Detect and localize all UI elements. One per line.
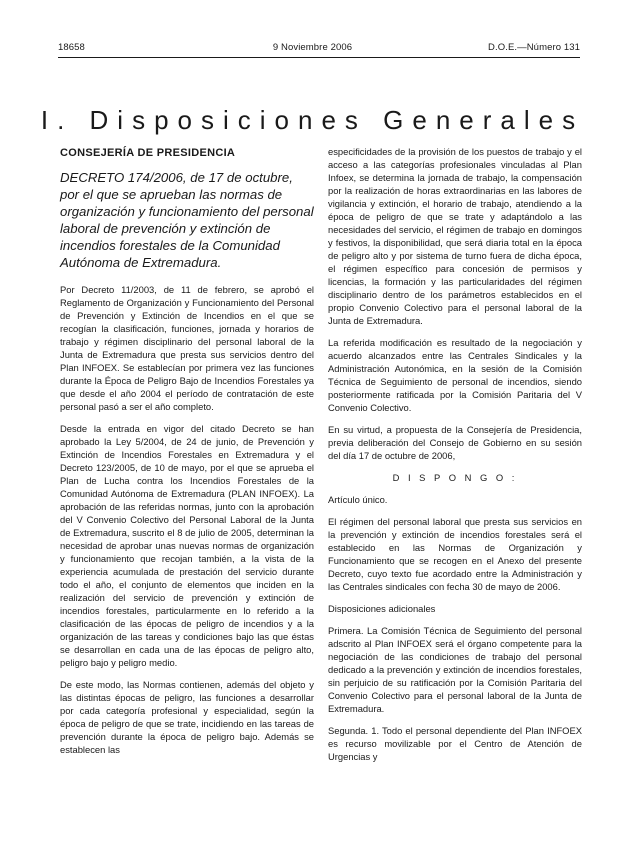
page-number: 18658	[58, 42, 85, 53]
dispongo-heading: D I S P O N G O :	[392, 472, 518, 483]
provision-first: Primera. La Comisión Técnica de Seguimiento del personal adscrito al Plan INFOEX será el órgano competente para la negociación de las condiciones de trabajo del personal dedicado a la prevención y extinción de incendios forestales, sin perjuicio de su ratificación por la Comisión Paritaria del Convenio Colectivo para el personal laboral de la Junta de Extremadura.	[328, 625, 582, 714]
ministry-heading: CONSEJERÍA DE PRESIDENCIA	[60, 147, 236, 159]
paragraph: Por Decreto 11/2003, de 11 de febrero, se aprobó el Reglamento de Organización y Funcionamiento del Personal de Prevención y Extinción de Incendios en el que se recogían la clasificación, funciones, jornada y horarios de trabajo y régimen disciplinario del personal laboral de la Junta de Extremadura que presta sus servicios dentro del Plan INFOEX. Se establecían por primera vez las funciones durante la Época de Peligro Bajo de Incendios Forestales ya que desde el año 2004 el período de contratación de este personal pasó a ser el año completo.	[60, 284, 314, 412]
article-heading: Artículo único.	[328, 494, 388, 505]
header-divider	[58, 57, 580, 58]
right-column	[328, 145, 582, 772]
additional-provisions-heading: Disposiciones adicionales	[328, 603, 436, 614]
paragraph: Desde la entrada en vigor del citado Decreto se han aprobado la Ley 5/2004, de 24 de junio, de Prevención y Extinción de Incendios Forestales en Extremadura y el Decreto 123/2005, de 10 de mayo, por el que se aprueba el Plan de Lucha contra los Incendios Forestales de la Comunidad Autónoma de Extremadura (PLAN INFOEX). La aprobación de las referidas normas, junto con la aprobación del V Convenio Colectivo del Personal Laboral de la Junta de Extremadura, suscrito el 8 de julio de 2005, determinan la necesidad de aprobar unas nuevas normas de organización y funcionamiento que recojan también, a la vista de la experiencia acumulada de prestación del servicio durante todo el año, el conjunto de elementos que inciden en la realización del servicio de prevención y extinción de incendios forestales, particularmente en lo referido a la clasificación de las épocas de peligro de incendios y a la organización de las tareas y condiciones bajo las que éstas se desarrollan en cada una de las épocas de peligro alto, peligro bajo y peligro medio.	[60, 423, 314, 668]
paragraph: La referida modificación es resultado de la negociación y acuerdo alcanzados entre las Centrales Sindicales y la Administración Autonómica, en la sesión de la Comisión Técnica de Seguimiento de personal de incendios, siendo posteriormente ratificada por la Comisión Paritaria del V Convenio Colectivo.	[328, 337, 582, 413]
left-column	[60, 145, 314, 765]
article-text: El régimen del personal laboral que presta sus servicios en la prevención y extinción de incendios forestales será el establecido en las Normas de Organización y Funcionamiento que se recogen en el Anexo del presente Decreto, cuyo texto fue acordado entre la Administración y las Centrales sindicales con fecha 30 de mayo de 2006.	[328, 516, 582, 592]
provision-second: Segunda. 1. Todo el personal dependiente del Plan INFOEX es recurso movilizable por el Centro de Atención de Urgencias y	[328, 725, 582, 762]
paragraph: De este modo, las Normas contienen, además del objeto y las distintas épocas de peligro, las funciones a desarrollar por cada categoría profesional y especialidad, según la época de peligro de que se trate, incidiendo en las tareas de prevención durante la época de peligro bajo. Además se establecen las	[60, 679, 314, 755]
journal-issue: D.O.E.—Número 131	[488, 42, 580, 53]
issue-date: 9 Noviembre 2006	[272, 42, 353, 53]
paragraph: En su virtud, a propuesta de la Consejería de Presidencia, previa deliberación del Consejo de Gobierno en su sesión del día 17 de octubre de 2006,	[328, 424, 582, 461]
decree-title: DECRETO 174/2006, de 17 de octubre, por el que se aprueban las normas de organización y funcionamiento del personal laboral de prevención y extinción de incendios forestales de la Comunidad Autónoma de Extremadura.	[60, 170, 314, 270]
section-title: I. Disposiciones Generales	[40, 105, 585, 136]
paragraph: especificidades de la provisión de los puestos de trabajo y el acceso a las categorías profesionales vinculadas al Plan Infoex, se determina la jornada de trabajo, la compensación por la realización de horas extraordinarias en las labores de vigilancia y extinción, el horario de trabajo, atendiendo a la época de peligro de que se trate y adaptándolo a las necesidades del servicio, el régimen de trabajo en domingos y festivos, la disponibilidad, que será diaria total en la época de peligro alto y por sistema de turno fuera de dicha época, el régimen específico para concesión de permisos y licencias, la formación y las particularidades del régimen disciplinario dentro de los parámetros establecidos en el propio Convenio Colectivo para el personal laboral de la Junta de Extremadura.	[328, 146, 582, 326]
